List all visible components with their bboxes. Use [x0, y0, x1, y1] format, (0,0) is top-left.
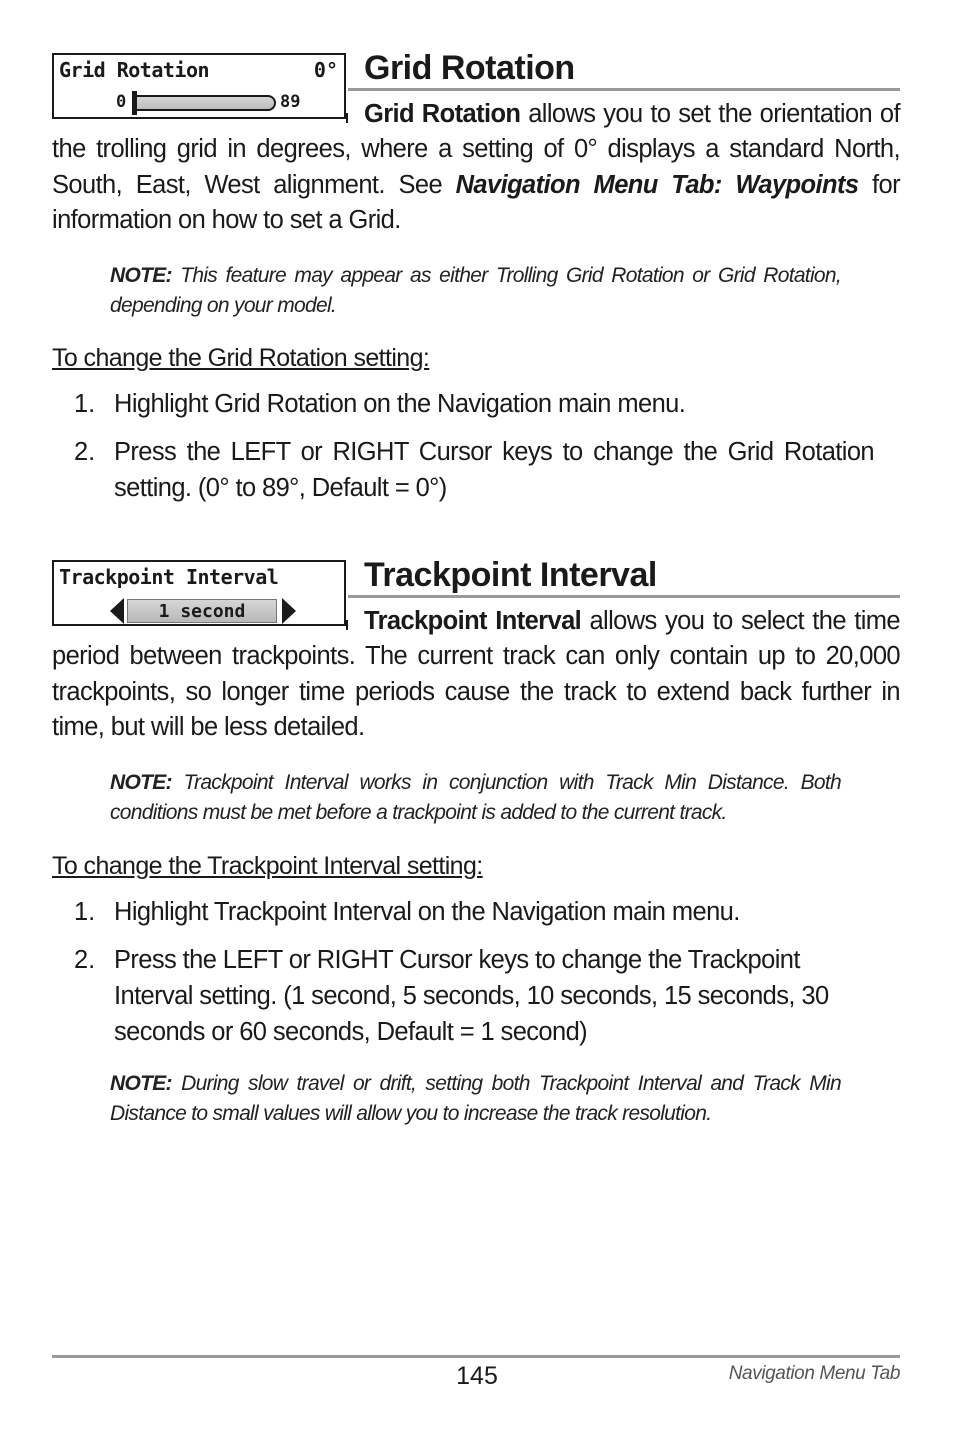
intro-bold-term: Grid Rotation	[364, 100, 521, 128]
intro-text-a: period between trackpoints. The current track can only contain up to 20,000 trackpoints, so longer time periods cause the track to extend back further in time, but will be less detailed.	[52, 642, 900, 741]
note-label: NOTE:	[110, 1072, 172, 1095]
intro-bold-term: Trackpoint Interval	[364, 607, 582, 635]
footer-rule	[52, 1355, 900, 1358]
intro-text-b: for information on how to set a Grid.	[52, 170, 900, 234]
procedure-heading-trackpoint-interval: To change the Trackpoint Interval setting:	[52, 852, 483, 880]
note-label: NOTE:	[110, 264, 172, 287]
arrow-left-icon[interactable]	[110, 598, 124, 624]
intro-line1-rest: allows you to select the time	[581, 607, 900, 635]
note-text: During slow travel or drift, setting both Trackpoint Interval and Track Min Distance to small values will allow you to increase the track resolution.	[110, 1072, 841, 1125]
intro-line1-rest: allows you to set the orientation of	[520, 100, 900, 128]
note-label: NOTE:	[110, 771, 172, 794]
page-number: 145	[456, 1362, 498, 1390]
footer-section-title: Navigation Menu Tab	[728, 1363, 900, 1384]
intro-paragraph	[52, 132, 900, 239]
step-text: Press the LEFT or RIGHT Cursor keys to change the Trackpoint Interval setting. (1 second, 5 seconds, 10 seconds, 15 seconds, 30 seconds or 60 seconds, Default = 1 second)	[114, 946, 829, 1046]
box-connector	[346, 620, 348, 630]
heading-rule	[348, 88, 900, 91]
slider-max-label: 89	[280, 92, 301, 112]
trackpoint-interval-menu-box	[52, 560, 346, 626]
step-text: Highlight Trackpoint Interval on the Navigation main menu.	[114, 898, 740, 926]
step-number: 1.	[74, 898, 96, 926]
intro-paragraph	[52, 639, 900, 746]
step-number: 1.	[74, 390, 96, 418]
cross-reference: Navigation Menu Tab: Waypoints	[455, 170, 859, 199]
procedure-heading-grid-rotation: To change the Grid Rotation setting:	[52, 344, 430, 372]
slider-thumb[interactable]	[132, 91, 137, 115]
slider-min-label: 0	[116, 92, 127, 112]
section-heading-trackpoint-interval: Trackpoint Interval	[364, 556, 657, 594]
note-track-resolution	[110, 1069, 841, 1129]
step-number: 2.	[74, 946, 96, 974]
intro-line-1	[364, 97, 900, 133]
intro-line-1	[364, 604, 900, 640]
step-text: Highlight Grid Rotation on the Navigation main menu.	[114, 390, 686, 418]
note-grid-rotation	[110, 261, 841, 321]
heading-rule	[348, 595, 900, 598]
arrow-right-icon[interactable]	[282, 598, 296, 624]
step-text: Press the LEFT or RIGHT Cursor keys to change the Grid Rotation setting. (0° to 89°, Default = 0°)	[114, 438, 874, 502]
note-text: Trackpoint Interval works in conjunction with Track Min Distance. Both conditions must be met before a trackpoint is added to the current track.	[110, 771, 841, 824]
box-connector	[346, 113, 348, 123]
trackpoint-interval-value: 1 second	[127, 599, 277, 623]
note-text: This feature may appear as either Trolling Grid Rotation or Grid Rotation, depending on your model.	[110, 264, 841, 317]
step-number: 2.	[74, 438, 96, 466]
grid-rotation-slider[interactable]	[134, 95, 276, 111]
grid-rotation-menu-box	[52, 53, 346, 119]
grid-rotation-menu-title: Grid Rotation	[59, 58, 210, 82]
note-trackpoint-interval	[110, 768, 841, 828]
section-heading-grid-rotation: Grid Rotation	[364, 49, 575, 87]
intro-text-a: the trolling grid in degrees, where a setting of 0° displays a standard North, South, East, West alignment. See	[52, 135, 900, 199]
grid-rotation-menu-value: 0°	[313, 58, 338, 82]
trackpoint-interval-menu-title: Trackpoint Interval	[59, 565, 279, 589]
